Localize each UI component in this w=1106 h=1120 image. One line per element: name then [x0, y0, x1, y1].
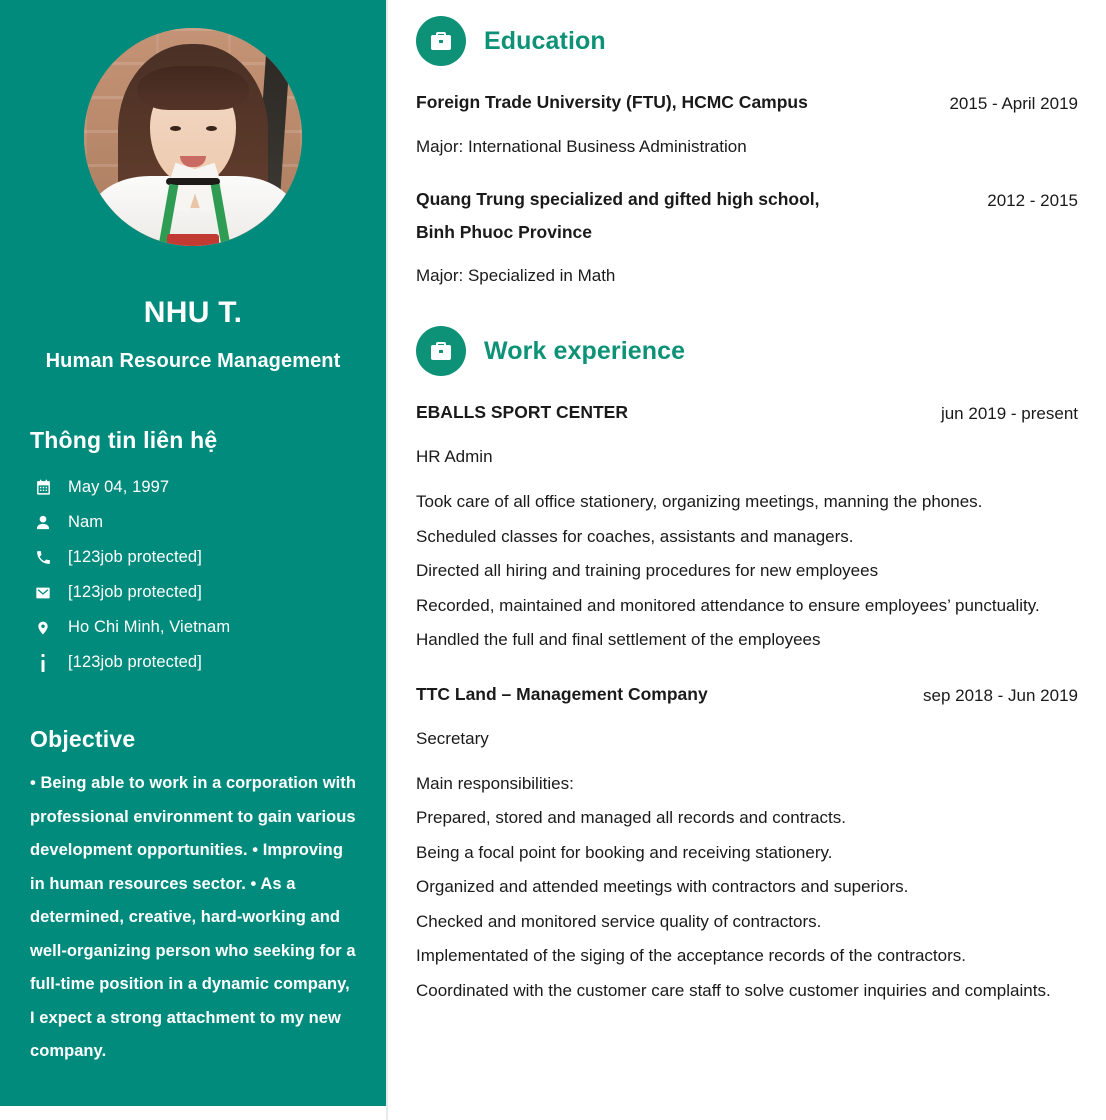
work-experience-section: [416, 326, 1078, 1008]
contact-section-heading: Thông tin liên hệ: [30, 427, 218, 453]
candidate-name: NHU T.: [143, 296, 243, 329]
contact-item-birthdate: [30, 470, 356, 505]
candidate-job-title: Human Resource Management: [45, 350, 341, 372]
work-role: HR Admin: [416, 447, 493, 466]
responsibility-line: Being a focal point for booking and receiving stationery.: [416, 842, 833, 862]
contact-item-gender: [30, 505, 356, 540]
contact-value: [123job protected]: [68, 583, 202, 601]
responsibility-line: Recorded, maintained and monitored attendance to ensure employees’ punctuality.: [416, 595, 1040, 615]
contact-value: Ho Chi Minh, Vietnam: [68, 618, 231, 636]
education-org: Quang Trung specialized and gifted high school, Binh Phuoc Province: [416, 189, 820, 242]
responsibility-line: Took care of all office stationery, organizing meetings, manning the phones.: [416, 492, 983, 511]
briefcase-icon: [416, 16, 466, 66]
responsibility-line: Checked and monitored service quality of contractors.: [416, 911, 822, 931]
work-entry: [416, 678, 1078, 1009]
main-content: [388, 0, 1106, 1120]
education-detail: Major: Specialized in Math: [416, 266, 616, 285]
work-experience-header: [416, 326, 1078, 376]
education-entry: [416, 86, 1078, 163]
contact-item-location: [30, 610, 356, 645]
contact-item-phone[interactable]: [30, 540, 356, 575]
work-org: EBALLS SPORT CENTER: [416, 402, 628, 422]
phone-icon: [30, 549, 56, 566]
briefcase-icon: [416, 326, 466, 376]
work-responsibilities: [416, 767, 1078, 1009]
right-eye: [206, 126, 217, 131]
work-entry-top: [416, 678, 1078, 712]
work-experience-title: Work experience: [484, 336, 686, 365]
responsibility-line: Implementated of the siging of the acceptance records of the contractors.: [416, 946, 966, 965]
sidebar: [0, 0, 386, 1106]
work-entry-top: [416, 396, 1078, 430]
objective-text: • Being able to work in a corporation with professional environment to gain various development opportunities. • Improving in human resources sector. • As a determined, creative, hard-working and well-organizing person who seeking for a full-time position in a dynamic company, I expect a strong attachment to my new company.: [30, 774, 356, 1060]
email-icon: [30, 585, 56, 601]
work-entry: [416, 396, 1078, 658]
education-title: Education: [484, 26, 606, 55]
objective-section-heading: Objective: [30, 726, 136, 752]
bangs-shape: [137, 66, 249, 110]
work-responsibilities: [416, 485, 1078, 658]
education-entry-top: [416, 183, 1078, 249]
avatar-photo: [84, 28, 302, 246]
responsibility-line: Directed all hiring and training procedures for new employees: [416, 561, 879, 580]
responsibility-line: Coordinated with the customer care staff to solve customer inquiries and complaints.: [416, 980, 1051, 1000]
responsibility-line: Prepared, stored and managed all records and contracts.: [416, 808, 846, 827]
education-org: Foreign Trade University (FTU), HCMC Campus: [416, 92, 808, 112]
education-header: [416, 16, 1078, 66]
contact-item-email[interactable]: [30, 575, 356, 610]
responsibility-line: Main responsibilities:: [416, 773, 574, 793]
education-detail: Major: International Business Administration: [416, 137, 747, 156]
work-role: Secretary: [416, 728, 489, 748]
section-spacer: [416, 292, 1078, 326]
education-entry-top: [416, 86, 1078, 120]
responsibility-line: Organized and attended meetings with contractors and superiors.: [416, 877, 909, 896]
avatar-wrap: [30, 28, 356, 246]
contact-item-info: [30, 645, 356, 680]
contact-value: May 04, 1997: [68, 478, 170, 496]
contact-value: [123job protected]: [68, 653, 202, 671]
education-date: 2015 - April 2019: [949, 94, 1078, 113]
responsibility-line: Scheduled classes for coaches, assistants and managers.: [416, 526, 854, 546]
shirt-logo: [167, 234, 219, 246]
contact-value: [123job protected]: [68, 548, 202, 566]
education-date: 2012 - 2015: [987, 191, 1078, 210]
responsibility-line: Handled the full and final settlement of the employees: [416, 630, 821, 649]
contact-list: [30, 470, 356, 680]
calendar-icon: [30, 479, 56, 496]
work-date: jun 2019 - present: [940, 404, 1078, 423]
info-icon: [30, 654, 56, 672]
user-icon: [30, 514, 56, 531]
education-section: [416, 16, 1078, 292]
location-pin-icon: [30, 619, 56, 637]
contact-value: Nam: [68, 513, 104, 531]
work-org: TTC Land – Management Company: [416, 683, 708, 704]
education-entry: [416, 183, 1078, 292]
work-date: sep 2018 - Jun 2019: [922, 685, 1078, 705]
left-eye: [170, 126, 181, 131]
